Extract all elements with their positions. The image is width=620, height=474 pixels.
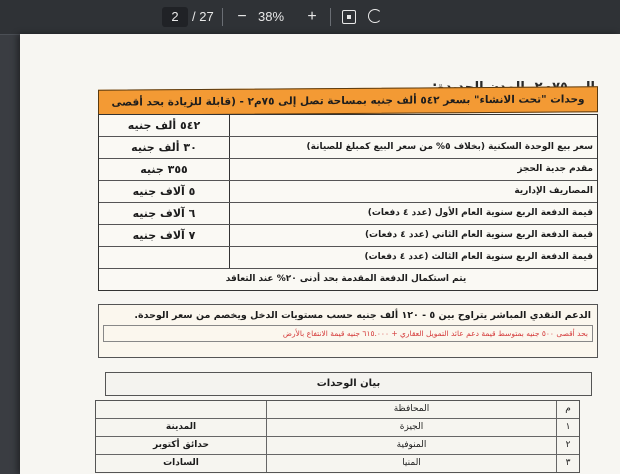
table-row xyxy=(99,158,597,180)
table-row xyxy=(96,436,579,454)
table-row xyxy=(96,418,579,436)
units-table xyxy=(95,400,580,473)
unit-governorate: المحافظة xyxy=(266,401,556,418)
unit-governorate: المنوفية xyxy=(266,437,556,454)
row-value xyxy=(99,247,230,268)
row-description: سعر بيع الوحدة السكنية (بخلاف ٥% من سعر البيع كمبلغ للصيانة) xyxy=(306,142,593,152)
row-description xyxy=(230,115,597,136)
table-row xyxy=(99,115,597,136)
page-number-input[interactable]: 2 xyxy=(162,7,188,27)
unit-city xyxy=(96,401,266,418)
document-page xyxy=(20,34,620,474)
row-value: ٥٤٢ ألف جنيه xyxy=(99,115,230,136)
unit-governorate: الجيزة xyxy=(266,419,556,436)
unit-number: ٣ xyxy=(556,455,579,472)
table-row xyxy=(96,401,579,418)
rotate-icon[interactable] xyxy=(368,9,382,23)
row-description: قيمة الدفعة الربع سنوية العام الثالث (عدد ٤ دفعات) xyxy=(364,252,593,262)
price-table xyxy=(98,114,598,291)
unit-city: حدائق أكتوبر xyxy=(152,440,209,450)
subsidy-note xyxy=(98,304,598,358)
table-row xyxy=(99,180,597,202)
fit-page-icon[interactable] xyxy=(342,10,356,24)
row-description: المصاريف الإدارية xyxy=(514,186,593,196)
unit-city: السادات xyxy=(163,458,199,468)
table-footer-row xyxy=(99,268,597,290)
subsidy-note-text: الدعم النقدي المباشر يتراوح بين ٥ - ١٢٠ ألف جنيه حسب مستويات الدخل ويخصم من سعر الوحدة. xyxy=(134,310,591,321)
row-value: ٧ آلاف جنيه xyxy=(99,225,230,246)
zoom-level[interactable]: 38% xyxy=(258,9,285,24)
page-total: / 27 xyxy=(192,9,214,24)
units-title: بيان الوحدات xyxy=(105,372,592,396)
table-row xyxy=(99,202,597,224)
row-description: قيمة الدفعة الربع سنوية العام الأول (عدد ٤ دفعات) xyxy=(367,208,593,218)
zoom-in-button[interactable]: + xyxy=(307,8,317,25)
table-row xyxy=(96,454,579,472)
row-description: مقدم جدية الحجز xyxy=(517,164,593,174)
row-value: ٣٥٥ جنيه xyxy=(99,159,230,180)
unit-number: ١ xyxy=(556,419,579,436)
subsidy-note-detail: بحد أقصى ٥٠٠ جنيه بمتوسط قيمة دعم عائد التمويل العقاري + ٦١٥.٠٠٠ جنيه قيمة الانتفاع بالأرض xyxy=(103,325,593,342)
unit-number: ٢ xyxy=(556,437,579,454)
unit-city: المدينة xyxy=(165,422,197,432)
offer-banner: وحدات "تحت الانشاء" بسعر ٥٤٢ ألف جنيه بمساحة تصل إلى ٧٥م٢ - (قابلة للزيادة بحد أقصى xyxy=(98,86,598,115)
table-footer-text: يتم استكمال الدفعة المقدمة بحد أدنى ٢٠% عند التعاقد xyxy=(225,274,467,284)
pdf-toolbar xyxy=(0,0,620,35)
toolbar-divider xyxy=(222,8,223,26)
row-description: قيمة الدفعة الربع سنوية العام الثاني (عدد ٤ دفعات) xyxy=(364,230,593,240)
zoom-out-button[interactable]: − xyxy=(237,8,247,25)
unit-number: م xyxy=(556,401,579,418)
toolbar-divider xyxy=(330,8,331,26)
table-row xyxy=(99,224,597,246)
row-value: ٥ آلاف جنيه xyxy=(99,181,230,202)
table-row xyxy=(99,246,597,268)
row-value: ٦ آلاف جنيه xyxy=(99,203,230,224)
table-row xyxy=(99,136,597,158)
unit-governorate: المنيا xyxy=(266,455,556,472)
row-value: ٣٠ ألف جنيه xyxy=(99,137,230,158)
